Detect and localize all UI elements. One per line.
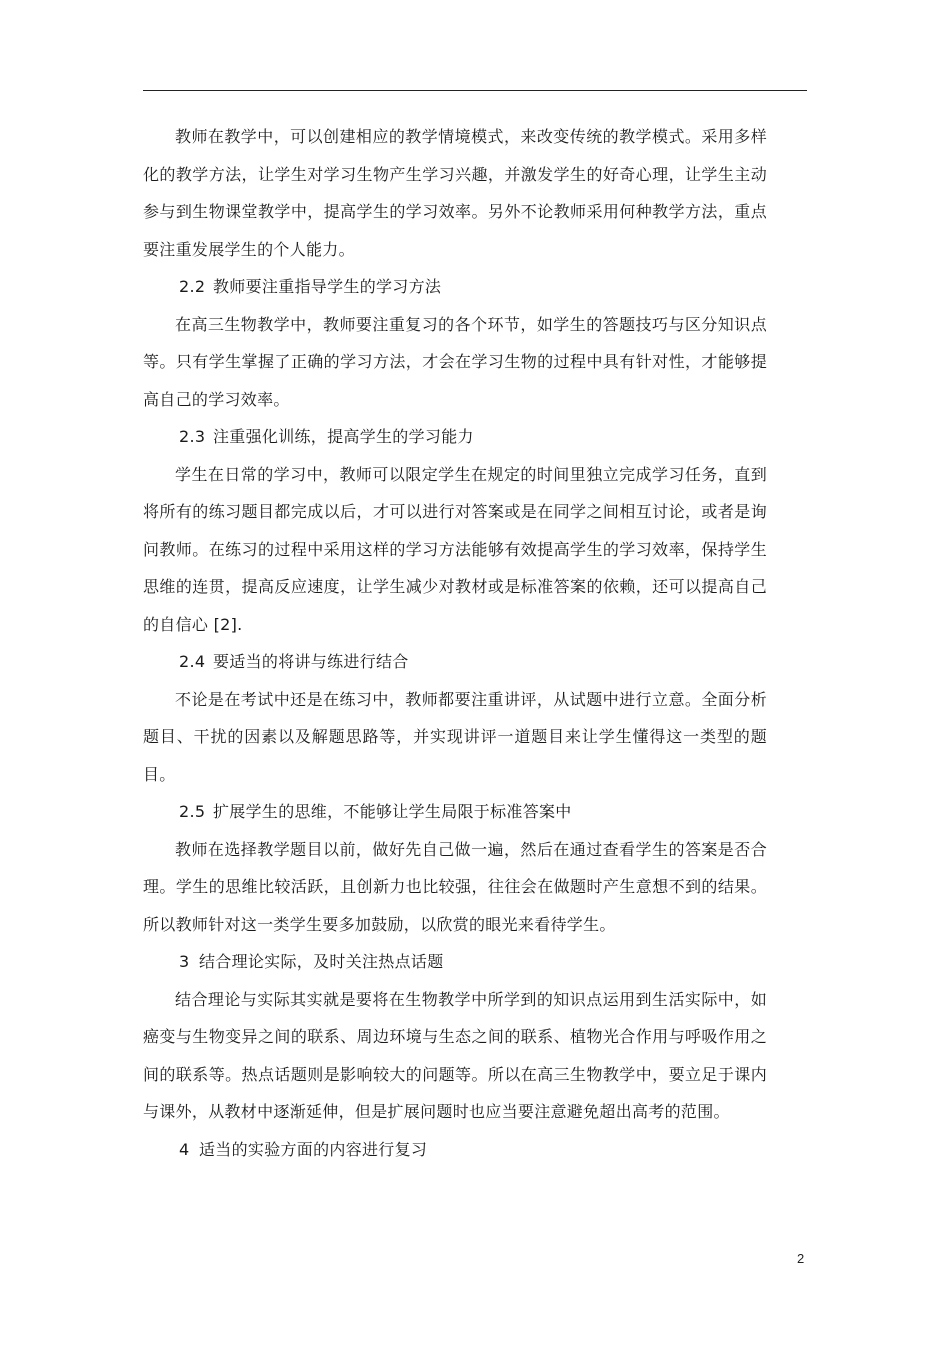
section-title: 适当的实验方面的内容进行复习 xyxy=(199,1139,428,1159)
section-number: 2.5 xyxy=(179,802,206,821)
paragraph-1: 教师在教学中，可以创建相应的教学情境模式，来改变传统的教学模式。采用多样化的教学方法，让学生对学习生物产生学习兴趣，并激发学生的好奇心理，让学生主动参与到生物课堂教学中，提高学生的学习效率。另外不论教师采用何种教学方法，重点要注重发展学生的个人能力。 xyxy=(143,127,767,259)
section-number: 2.2 xyxy=(179,277,206,296)
header-rule xyxy=(143,90,807,91)
section-heading-3 xyxy=(143,943,767,981)
paragraph-6: 结合理论与实际其实就是要将在生物教学中所学到的知识点运用到生活实际中，如癌变与生物变异之间的联系、周边环境与生态之间的联系、植物光合作用与呼吸作用之间的联系等。热点话题则是影响较大的问题等。所以在高三生物教学中，要立足于课内与课外，从教材中逐渐延伸，但是扩展问题时也应当要注意避免超出高考的范围。 xyxy=(143,989,767,1121)
section-heading-2-5 xyxy=(143,793,767,831)
section-title: 要适当的将讲与练进行结合 xyxy=(213,652,409,671)
section-title: 扩展学生的思维，不能够让学生局限于标准答案中 xyxy=(213,802,572,821)
section-title: 教师要注重指导学生的学习方法 xyxy=(213,277,442,296)
section-number: 4 xyxy=(179,1139,190,1159)
page-number: 2 xyxy=(797,1251,805,1266)
paragraph-5: 教师在选择教学题目以前，做好先自己做一遍，然后在通过查看学生的答案是否合理。学生的思维比较活跃，且创新力也比较强，往往会在做题时产生意想不到的结果。所以教师针对这一类学生要多加鼓励，以欣赏的眼光来看待学生。 xyxy=(143,839,767,934)
section-title: 结合理论实际，及时关注热点话题 xyxy=(199,952,444,971)
section-number: 3 xyxy=(179,952,190,971)
section-number: 2.4 xyxy=(179,652,206,671)
paragraph-3: 学生在日常的学习中，教师可以限定学生在规定的时间里独立完成学习任务，直到将所有的练习题目都完成以后，才可以进行对答案或是在同学之间相互讨论，或者是询问教师。在练习的过程中采用这样的学习方法能够有效提高学生的学习效率，保持学生思维的连贯，提高反应速度，让学生减少对教材或是标准答案的依赖，还可以提高自己的自信心 [2]. xyxy=(143,464,767,634)
paragraph-2: 在高三生物教学中，教师要注重复习的各个环节，如学生的答题技巧与区分知识点等。只有学生掌握了正确的学习方法，才会在学习生物的过程中具有针对性，才能够提高自己的学习效率。 xyxy=(143,314,767,409)
section-heading-2-4 xyxy=(143,643,767,681)
body-text xyxy=(143,118,767,1168)
section-title: 注重强化训练，提高学生的学习能力 xyxy=(213,427,474,446)
section-heading-2-2 xyxy=(143,268,767,306)
paragraph-4: 不论是在考试中还是在练习中，教师都要注重讲评，从试题中进行立意。全面分析题目、干扰的因素以及解题思路等，并实现讲评一道题目来让学生懂得这一类型的题目。 xyxy=(143,689,767,784)
section-number: 2.3 xyxy=(179,427,206,446)
section-heading-4 xyxy=(143,1131,767,1169)
section-heading-2-3 xyxy=(143,418,767,456)
